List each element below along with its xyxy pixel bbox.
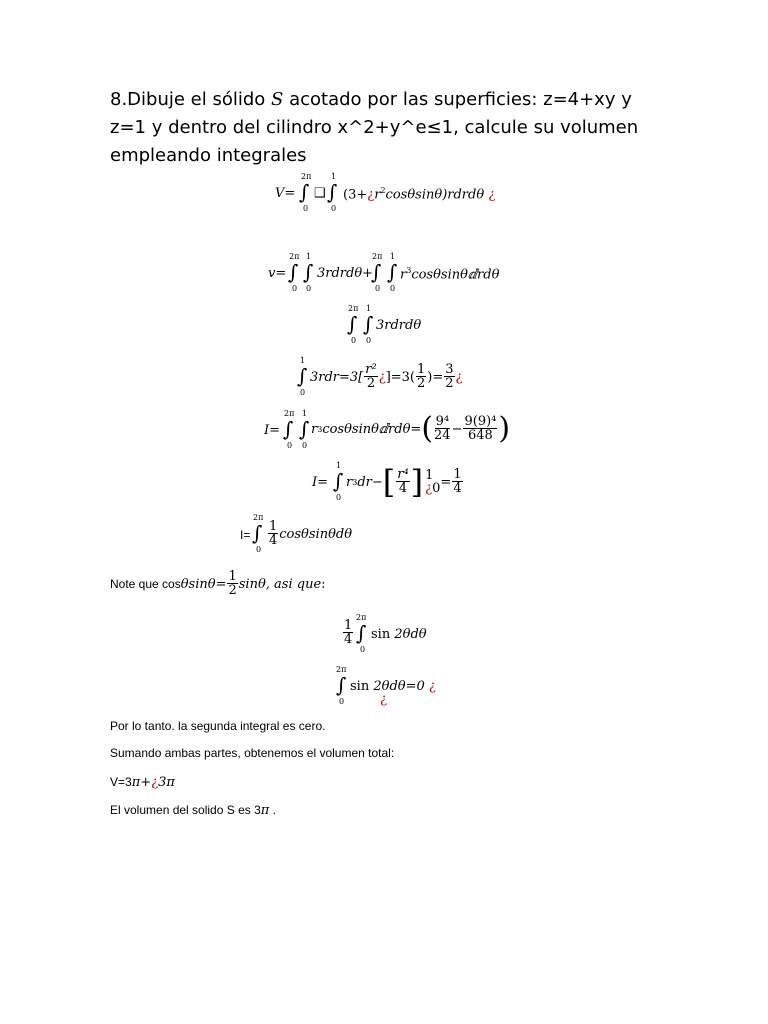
integral-sign: ∫ [387, 260, 398, 284]
eq7-u: 2π [253, 513, 264, 522]
eq6-lhs: I= [312, 475, 329, 490]
integral-sign: ∫ [356, 621, 367, 645]
eq1-upper-inner: 1 [331, 172, 337, 181]
eq2-u1: 2π [289, 252, 300, 261]
integral-sign: ∫ [303, 260, 314, 284]
eq5-u2: 1 [302, 409, 308, 418]
equation-second-integral [264, 408, 524, 454]
eq9-q2: ¿ [380, 692, 387, 707]
eq1-lhs: V= [275, 186, 296, 201]
volume-sum-line: V=3π+¿3π [110, 775, 175, 790]
eq5-l2: 0 [302, 441, 308, 450]
eq8-body: sin 2θdθ [371, 627, 427, 642]
eq3-l1: 0 [351, 336, 357, 345]
eq5-body: r 3 cosθsinθ ⅆ rdθ= ( $\frac{\text{9⁴}}{24}$ − $\frac{\text{9(9)⁴}}{648}$ ) [311, 411, 511, 446]
conclusion-line-1: Por lo tanto. la segunda integral es cero. [110, 719, 326, 733]
eq4-body: 3rdr=3[ $\frac{\text{r²}}{2}$ ¿ ]=3( $\frac{1}{2}$ )= $\frac{3}{2}$ ¿ [310, 362, 463, 391]
eq2-term2: $r^3\cos\theta\sin\theta ⅆrd\theta$ [400, 266, 500, 283]
eq2-lhs: v= [268, 266, 287, 281]
equation-volume-setup [275, 172, 515, 216]
eq7-l: 0 [256, 545, 262, 554]
eq5-lhs: I= [264, 423, 281, 438]
eq2-l2: 0 [306, 284, 312, 293]
eq6-body: r 3 dr− [ $\frac{\text{r⁴}}{4}$ ] 1 ¿0 = $\frac{1}{4}$ [346, 463, 462, 501]
eq2-u3: 2π [372, 252, 383, 261]
note-line [110, 566, 326, 602]
heading-suffix: acotado por las superficies: z=4+xy y z=1 y dentro del cilindro x^2+y^e≤1, calcule su volumen empleando integrales [110, 89, 639, 166]
eq4-u: 1 [300, 356, 306, 365]
equation-sine-zero [334, 664, 454, 710]
integral-sign: ∫ [297, 364, 308, 388]
eq8-u: 2π [356, 613, 367, 622]
eq7-body: $\frac{1}{4}$ cosθsinθdθ [269, 519, 353, 548]
eq9-body: sin 2θdθ=0 ¿ [350, 679, 436, 694]
eq2-l1: 0 [292, 284, 298, 293]
integral-sign: ∫ [363, 312, 374, 336]
equation-split-integrals [268, 252, 508, 296]
eq5-u1: 2π [284, 409, 295, 418]
eq9-u: 2π [336, 665, 347, 674]
eq3-u1: 2π [348, 304, 359, 313]
eq4-l: 0 [300, 388, 306, 397]
problem-heading [110, 86, 670, 170]
integral-sign: ∫ [288, 260, 299, 284]
final-answer-line: El volumen del solido S es 3π . [110, 803, 276, 818]
integral-sign: ∫ [333, 469, 344, 493]
equation-first-integral [346, 304, 466, 348]
placeholder-box: ❑ [314, 186, 326, 201]
equation-evaluate-radial [312, 460, 482, 506]
eq3-u2: 1 [366, 304, 372, 313]
eq1-body: $(3+¿r^2\cos\theta\sin\theta)rdrd\theta$ ¿ [343, 186, 496, 203]
eq9-l: 0 [339, 697, 345, 706]
equation-double-angle: $\frac{1}{4}$ 2π ∫ 0 sin 2θdθ [344, 613, 427, 654]
solid-symbol: S [271, 89, 284, 110]
eq2-term1: 3rdrdθ+ [317, 266, 374, 281]
eq1-lower-inner: 0 [331, 204, 337, 213]
conclusion-line-2: Sumando ambas partes, obtenemos el volumen total: [110, 746, 395, 760]
note-prefix: Note que cos [110, 577, 181, 591]
integral-sign: ∫ [327, 180, 338, 204]
eq3-body: 3rdrdθ [376, 318, 422, 333]
eq1-lower-outer: 0 [303, 204, 309, 213]
eq2-l4: 0 [390, 284, 396, 293]
integral-sign: ∫ [252, 521, 263, 545]
eq3-l2: 0 [366, 336, 372, 345]
integral-sign: ∫ [336, 673, 347, 697]
equation-angular-integral [238, 512, 368, 558]
eq1-upper-outer: 2π [301, 172, 312, 181]
integral-sign: ∫ [299, 180, 310, 204]
integral-sign: ∫ [371, 260, 382, 284]
integral-sign: ∫ [347, 312, 358, 336]
integral-sign: ∫ [299, 417, 310, 441]
eq2-l3: 0 [375, 284, 381, 293]
eq8-l: 0 [360, 645, 366, 654]
eq5-l1: 0 [287, 441, 293, 450]
eq6-l: 0 [336, 493, 342, 502]
note-math: θsinθ= $\frac{1}{2}$ sinθ, asi que : [180, 569, 326, 598]
eq6-u: 1 [336, 461, 342, 470]
equation-radial-integral [296, 356, 496, 400]
integral-sign: ∫ [283, 417, 294, 441]
eq7-lhs: I= [240, 528, 251, 542]
eq2-u4: 1 [390, 252, 396, 261]
heading-prefix: 8.Dibuje el sólido [110, 89, 272, 110]
eq2-u2: 1 [306, 252, 312, 261]
